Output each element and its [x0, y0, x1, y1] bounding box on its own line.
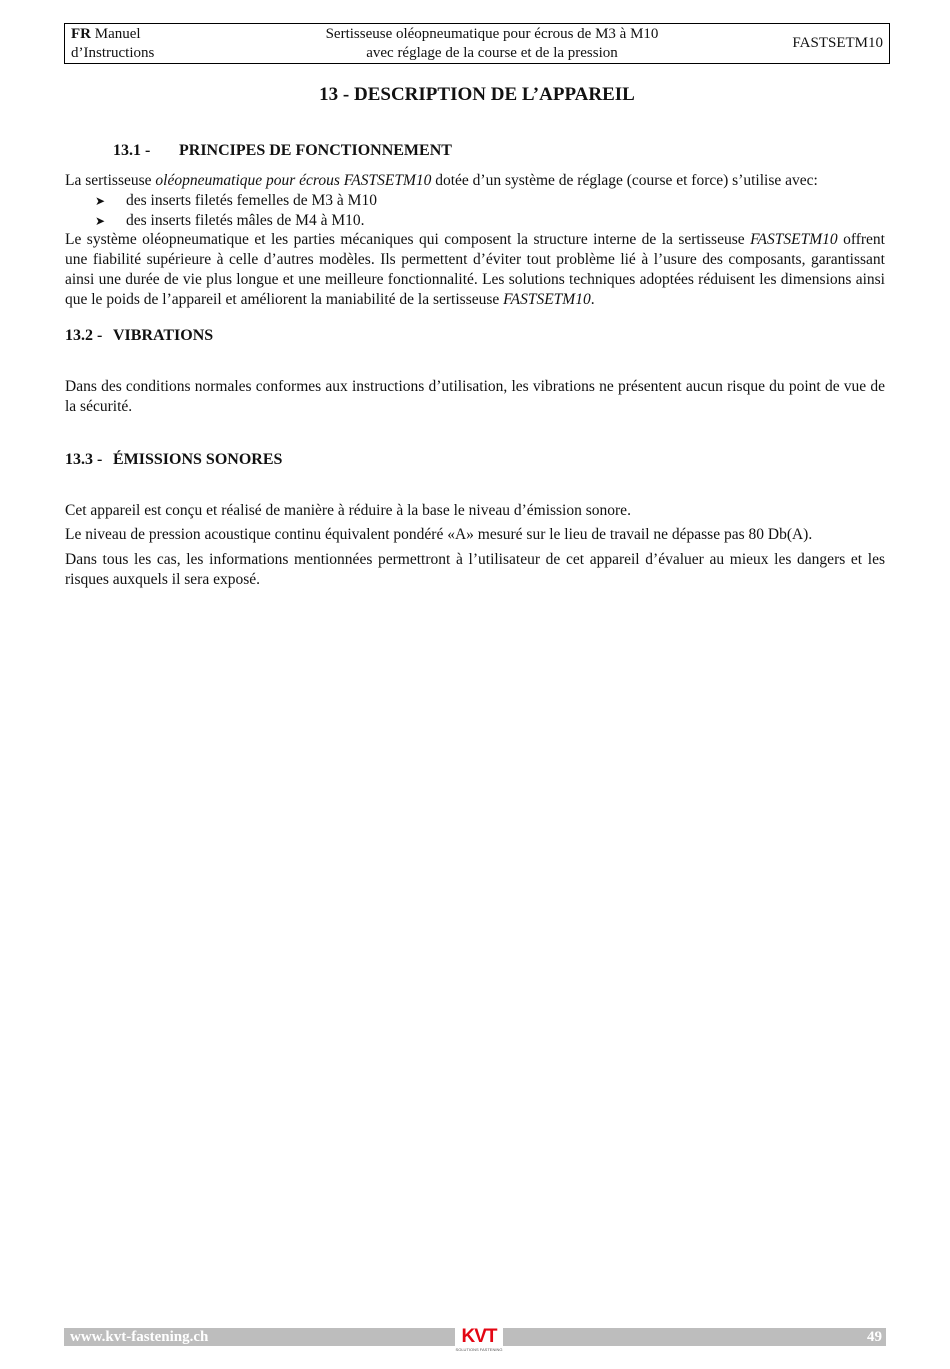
list-item-text: des inserts filetés mâles de M4 à M10.: [126, 212, 365, 229]
text-run: offrent une fiabilité supérieure à celle d’autres modèles. Ils permettent d’éviter tout problème lié à l’usure des composants, garantissant ainsi une durée de vie plus longue et une meilleure fonctionnalité. Les solutions techniques adoptées réduisent les dimensions ainsi que le poids de l’appareil et améliorent la maniabilité de la sertisseuse: [65, 231, 885, 308]
text-run-italic: FASTSETM10: [503, 291, 591, 308]
text-run-italic: FASTSETM10: [750, 231, 838, 248]
header-model: [719, 24, 889, 63]
section-heading-13-1: [113, 142, 452, 160]
header-desc-line2: avec réglage de la course et de la pression: [366, 44, 618, 61]
paragraph-noise-3: Dans tous les cas, les informations mentionnées permettront à l’utilisateur de cet appareil d’évaluer au mieux les dangers et les risques auxquels il sera exposé.: [65, 551, 885, 588]
section-title: ÉMISSIONS SONORES: [113, 451, 283, 468]
page-title: 13 - DESCRIPTION DE L’APPAREIL: [319, 84, 635, 105]
page-header: [64, 23, 890, 64]
section-heading-13-3: [65, 451, 282, 469]
text-run: La sertisseuse: [65, 172, 156, 189]
list-item: [95, 191, 377, 211]
section-number: 13.2 -: [65, 327, 103, 344]
text-run: .: [590, 291, 595, 308]
header-lang: FR: [71, 25, 91, 42]
logo-subtitle: SOLUTIONS FASTENING: [455, 1347, 503, 1352]
section-heading-13-2: [65, 327, 213, 345]
paragraph-noise-2: Le niveau de pression acoustique continu équivalent pondéré «A» mesuré sur le lieu de travail ne dépasse pas 80 Db(A).: [65, 526, 813, 543]
section-number: 13.3 -: [65, 451, 103, 468]
page-number: 49: [867, 1329, 882, 1345]
kvt-logo: [455, 1327, 503, 1357]
header-manual: [65, 24, 265, 63]
list-item: [95, 211, 364, 231]
header-manual-line2: d’Instructions: [71, 44, 155, 61]
arrow-bullet-icon: ➤: [95, 194, 106, 208]
text-run: Le système oléopneumatique et les parties mécaniques qui composent la structure interne de la sertisseuse: [65, 231, 751, 248]
header-description: [265, 24, 719, 63]
header-desc-line1: Sertisseuse oléopneumatique pour écrous de M3 à M10: [325, 25, 659, 42]
paragraph-intro: [65, 171, 885, 191]
footer-url: www.kvt-fastening.ch: [70, 1329, 209, 1345]
arrow-bullet-icon: ➤: [95, 214, 106, 228]
text-run: dotée d’un système de réglage (course et force) s’utilise avec:: [431, 172, 818, 189]
section-title: VIBRATIONS: [113, 327, 214, 344]
paragraph-noise-1: Cet appareil est conçu et réalisé de manière à réduire à la base le niveau d’émission sonore.: [65, 502, 631, 519]
paragraph-system: [65, 230, 885, 310]
paragraph-vibrations: Dans des conditions normales conformes aux instructions d’utilisation, les vibrations ne présentent aucun risque du point de vue de la sécurité.: [65, 378, 885, 415]
header-model-text: FASTSETM10: [792, 35, 883, 51]
list-item-text: des inserts filetés femelles de M3 à M10: [126, 192, 377, 209]
section-number: 13.1 -: [113, 142, 151, 159]
text-run-italic: oléopneumatique pour écrous FASTSETM10: [155, 172, 432, 189]
header-manual-line1: Manuel: [94, 25, 141, 42]
section-title: PRINCIPES DE FONCTIONNEMENT: [179, 142, 452, 159]
logo-mark: KVT: [455, 1327, 503, 1347]
